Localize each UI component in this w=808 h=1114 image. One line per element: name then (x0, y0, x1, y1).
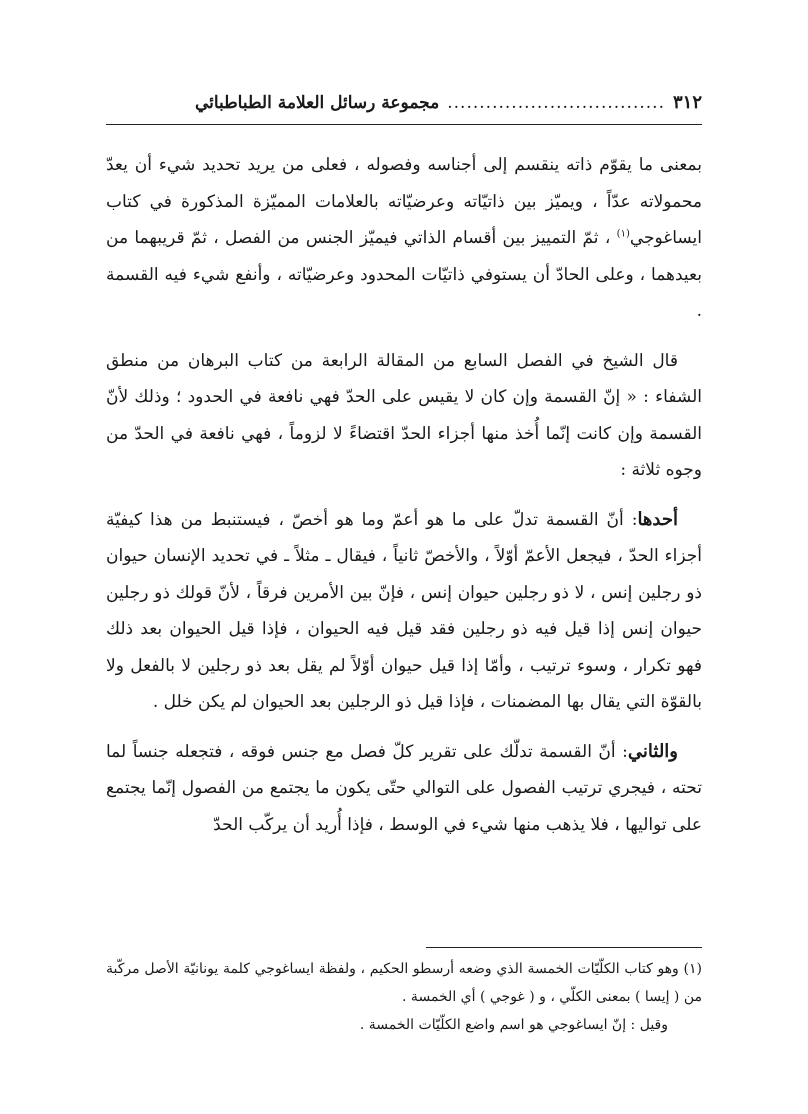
paragraph-3 (106, 502, 702, 721)
paragraph-1-text-cont: ، ثمّ التمييز بين أقسام الذاتي فيميّز الجنس من الفصل ، ثمّ قريبهما من بعيدهما ، وعلى الحادّ أن يستوفي ذاتيّات المحدود وعرضيّاته ، وأنفع شيء فيه القسمة . (106, 228, 702, 321)
paragraph-1 (106, 147, 702, 330)
footnote-rule (426, 947, 702, 948)
paragraph-4 (106, 734, 702, 844)
body-text (106, 147, 702, 843)
paragraph-3-text: : أنّ القسمة تدلّ على ما هو أعمّ وما هو أخصّ ، فيستنبط من هذا كيفيّة أجزاء الحدّ ، فيجعل الأعمّ أوّلاً ، والأخصّ ثانياً ، فيقال ـ مثلاً ـ في تحديد الإنسان حيوان ذو رجلين إنس ، لا ذو رجلين حيوان إنس ، فإنّ بين الأمرين فرقاً ، لأنّ قولك ذو رجلين حيوان إنس إذا قيل فيه ذو رجلين فقد قيل فيه الحيوان ، فإذا قيل الحيوان بعد ذلك فهو تكرار ، وسوء ترتيب ، وأمّا إذا قيل حيوان أوّلاً لم يقل بعد ذو رجلين لا بالفعل ولا بالقوّة التي يقال بها المضمنات ، فإذا قيل ذو الرجلين بعد الحيوان لم يكن خلل . (106, 509, 702, 712)
paragraph-1-text: بمعنى ما يقوّم ذاته ينقسم إلى أجناسه وفصوله ، فعلى من يريد تحديد شيء أن يعدّ محمولاته عدّاً ، ويميّز بين ذاتيّاته وعرضيّاته بالعلامات المميّزة المذكورة في كتاب ايساغوجي (106, 155, 702, 248)
paragraph-4-lead: والثاني (627, 740, 678, 762)
footnote-1-text: وهو كتاب الكلّيّات الخمسة الذي وضعه أرسطو الحكيم ، ولفظة ايساغوجي كلمة يونانيّة الأصل مركّبة من ( إيسا ) بمعنى الكلّي ، و ( غوجي ) أي الخمسة . (106, 961, 702, 1005)
header-dots: .................................. (447, 93, 665, 113)
paragraph-2: قال الشيخ في الفصل السابع من المقالة الرابعة من كتاب البرهان من منطق الشفاء : « إنّ القسمة وإن كان لا يقيس على الحدّ فهي نافعة في الحدود ؛ وذلك لأنّ القسمة وإن كانت إنّما أُخذ منها أجزاء الحدّ اقتضاءً لا لزوماً ، فهي نافعة في الحدّ من وجوه ثلاثة : (106, 350, 702, 480)
page-number: ٣١٢ (672, 92, 702, 113)
paragraph-4-text: : أنّ القسمة تدلّك على تقرير كلّ فصل مع جنس فوقه ، فتجعله جنساً لما تحته ، فيجري ترتيب الفصول على التوالي حتّى يكون ما يجتمع من الفصول إنّما يجتمع على تواليها ، فلا يذهب منها شيء في الوسط ، فإذا أُريد أن يركّب الحدّ (106, 741, 702, 835)
footnote-1-continuation: وقيل : إنّ ايساغوجي هو اسم واضع الكلّيّات الخمسة . (359, 1017, 668, 1033)
footnotes (106, 955, 702, 1039)
header-rule (106, 124, 702, 125)
footnote-1-number: (١) (683, 961, 702, 977)
footnote-1 (106, 955, 702, 1011)
footnote-ref-1[interactable]: (١) (616, 228, 630, 240)
paragraph-3-lead: أحدها (637, 508, 678, 530)
book-title: مجموعة رسائل العلامة الطباطبائي (194, 93, 440, 113)
running-header (106, 92, 702, 122)
